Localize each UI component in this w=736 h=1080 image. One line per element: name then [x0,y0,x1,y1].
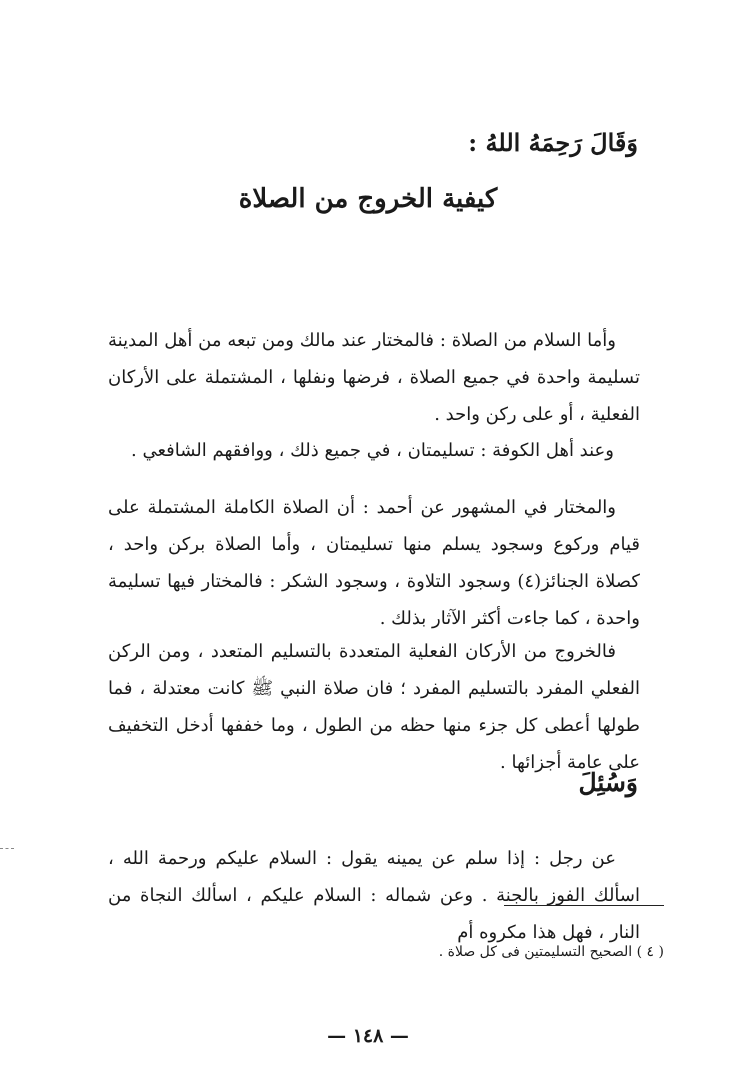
paragraph-ahmad: والمختار في المشهور عن أحمد : أن الصلاة الكاملة المشتملة على قيام وركوع وسجود يسلم منها تسليمتان ، وأما الصلاة بركن واحد ، كصلاة الجنائز(٤) وسجود التلاوة ، وسجود الشكر : فالمختار فيها تسليمة واحدة ، كما جاءت أكثر الآثار بذلك . [108,497,640,629]
paragraph-khuruj: فالخروج من الأركان الفعلية المتعددة بالتسليم المتعدد ، ومن الركن الفعلي المفرد بالتسليم المفرد ؛ فان صلاة النبي ﷺ كانت معتدلة ، فما طولها أعطى كل جزء منها حظه من الطول ، وما خففها أدخل التخفيف على عامة أجزائها . [108,641,640,773]
scan-edge-mark [0,848,14,849]
paragraph-kufa: وعند أهل الكوفة : تسليمتان ، في جميع ذلك ، ووافقهم الشافعي . [131,440,614,461]
paragraph-question: عن رجل : إذا سلم عن يمينه يقول : السلام عليكم ورحمة الله ، اسألك الفوز بالجنة . وعن شماله : السلام عليكم ، اسألك النجاة من النار ، فهل هذا مكروه أم [108,848,640,943]
section-heading-question: وَسُئِلَ [578,768,638,797]
footnote-divider [504,905,664,906]
intro-line: وَقَالَ رَحِمَهُ اللهُ : [468,128,638,157]
paragraph-salam: وأما السلام من الصلاة : فالمختار عند مالك ومن تبعه من أهل المدينة تسليمة واحدة في جميع الصلاة ، فرضها ونفلها ، المشتملة على الأركان الفعلية ، أو على ركن واحد . [108,330,640,425]
chapter-title: كيفية الخروج من الصلاة [238,184,498,214]
footnote: ( ٤ ) الصحيح التسليمتين فى كل صلاة . [438,944,664,960]
page-number: — ١٤٨ — [327,1025,409,1047]
